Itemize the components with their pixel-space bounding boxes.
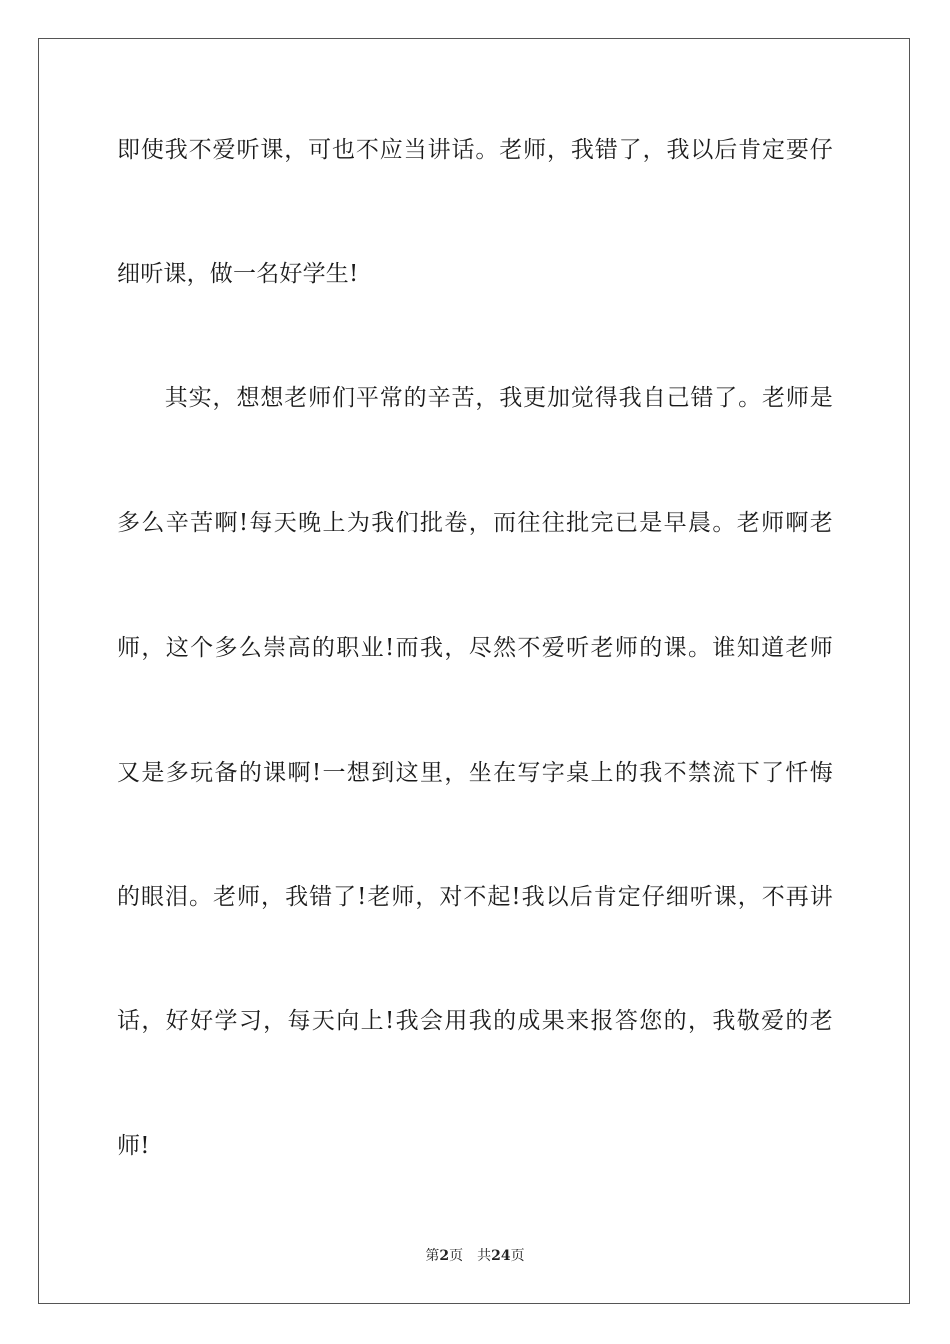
total-suffix: 页 xyxy=(510,1248,525,1264)
body-text-line: 师，这个多么崇高的职业!而我，尽然不爱听老师的课。谁知道老师 xyxy=(117,635,833,661)
total-page-count: 24 xyxy=(491,1248,511,1264)
page-number-footer xyxy=(0,1247,950,1265)
body-text-line: 的眼泪。老师，我错了!老师，对不起!我以后肯定仔细听课，不再讲 xyxy=(117,884,833,910)
body-text-line: 师! xyxy=(117,1133,150,1159)
body-text-line: 多么辛苦啊!每天晚上为我们批卷，而往往批完已是早晨。老师啊老 xyxy=(117,510,833,536)
page-suffix: 页 xyxy=(449,1248,464,1264)
page-prefix: 第 xyxy=(425,1248,440,1264)
body-text-line: 细听课，做一名好学生! xyxy=(117,261,359,287)
current-page-number: 2 xyxy=(439,1248,450,1264)
page-border xyxy=(38,38,910,1304)
body-text-line: 即使我不爱听课，可也不应当讲话。老师，我错了，我以后肯定要仔 xyxy=(117,137,833,163)
body-text-line: 话，好好学习，每天向上!我会用我的成果来报答您的，我敬爱的老 xyxy=(117,1008,833,1034)
body-text-line: 其实，想想老师们平常的辛苦，我更加觉得我自己错了。老师是 xyxy=(117,385,833,411)
total-prefix: 共 xyxy=(477,1248,492,1264)
body-text-line: 又是多玩备的课啊!一想到这里，坐在写字桌上的我不禁流下了忏悔 xyxy=(117,760,833,786)
